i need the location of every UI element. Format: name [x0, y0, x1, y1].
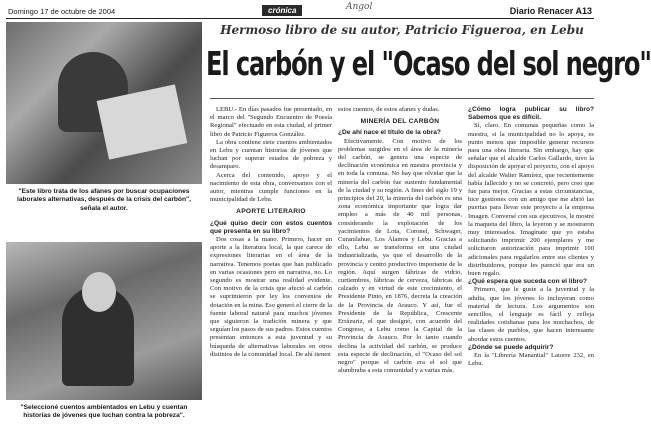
section-label: crónica: [262, 5, 302, 16]
paragraph: En la "Librería Manantial" Latorre 232, en Lebu.: [468, 352, 594, 368]
paragraph: Efectivamente. Con motivo de los problemas surgidos en el área de la minería del carbón, se genera una especie de declinación económica en nuestra provincia y en toda la comuna. No hay que olvidar que la minería del carbón fue sustento fundamental de la ciudad y su región. A fines del siglo 19 y principios del 20, la minería del carbón es una zona económica importante que logra dar empleo a más de 40 mil personas, considerando la explotación de los yacimientos de Lota, Coronel, Schwager, Curanilahue, Los Álamos y Lebu. Gracias a ello, Lebu se transforma en una ciudad industrializada, ya que el desarrollo de la provincia y centro productivo importante de la región. Aquí surgen fábricas de vidrio, curtiembres, fábricas de cerveza, fábricas de calzado y en virtud de este crecimiento, el Presidente Pinto, en 1876, decreta la creación de la Provincia de Arauco. Y así, fue el Presidente de la República, Crescente Errázuriz, el que designó, con acuerdo del Congreso, a Lebu como la Capital de la Provincia de Arauco. Por lo tanto cuando declina la actividad del carbón, se produce esta especie de declinación, el "Ocaso del sol negro" porque el carbón era el sol que alumbraba a esta comunidad y a varias más.: [338, 137, 462, 375]
author-face: [82, 272, 116, 312]
article-headline: El carbón y el "Ocaso del sol negro": [206, 44, 651, 83]
interview-question: ¿Qué quiso decir con estos cuentos que presenta en su libro?: [210, 219, 332, 235]
paragraph: estos cuentos, de estos afanes y dudas.: [338, 106, 440, 113]
paragraph: Acerca del contenido, apoyo y el nacimiento de esta obra, conversamos con el autor, mientras cumple funciones en la municipalidad de Lebu.: [210, 171, 332, 204]
photo-caption-1: "Este libro trata de los afanes por buscar ocupaciones laborales alternativas, después de la crisis del carbón", señala el autor.: [17, 188, 191, 212]
interview-question: ¿Qué espera que suceda con el libro?: [468, 278, 588, 286]
article-column-2: [338, 106, 462, 442]
article-kicker: Hermoso libro de su autor, Patricio Figueroa, en Lebu: [220, 23, 584, 37]
publication-page: Diario Renacer A13: [509, 6, 592, 16]
interview-question: ¿Dónde se puede adquirir?: [468, 343, 554, 351]
headline-divider: [210, 98, 594, 99]
article-column-3: [468, 106, 594, 442]
interview-question: ¿De ahí nace el título de la obra?: [338, 129, 441, 137]
paragraph: Dos cosas a la mano. Primero, hacer un aporte a la literatura local, la que carece de expresiones literarias en el área de la narrativa. Tenemos poetas que han publicado en varias ocasiones pero en narrativa, no. Lo segundo es mostrar una realidad evidente. Con motivo de la crisis que afectó al carbón se suprimieron por ley los convenios de dotación en la mina. Eso generó el cierre de la fuente laboral natural para muchos jóvenes que siguieron la tradición minera y que seguían los pasos de sus padres. Estos cuentos presentan entonces a esta juventud y su búsqueda de alternativas laborales en otros distintos de la comunidad local. De ahí tienen: [210, 236, 332, 358]
paragraph: Sí, claro. En comunas pequeñas como la nuestra, si la municipalidad no lo apoya, es punto menos que imposible generar recursos para una obra literaria. Sin embargo, hay que señalar que el alcalde Carlos Gallardo, tuvo la disposición de apoyar el proyecto, con el apoyo del alcalde Walter Ramírez, que recientemente había fallecido y no se concretó, pero creo que fue para mejor. Gracias a estas circunstancias, hice gestiones con un amigo que me abrió las puertas para llevar este proyecto a la empresa Imagen. Conversé con sus ejecutivos, le mostré la maqueta del libro, la leyeron y se mostraron muy interesados. Imagínate que yo estaba solicitando imprimir 200 ejemplares y me solicitaron autorización para imprimir 100 adicionales para regalarlos entre sus clientes y distribuidores, porque les pareció que era un buen regalo.: [468, 122, 594, 278]
handwritten-note: Angol: [346, 2, 373, 12]
section-subhead: APORTE LITERARIO: [236, 208, 306, 216]
section-subhead: MINERÍA DEL CARBÓN: [360, 118, 440, 126]
paragraph: Primero, que le guste a la juventud y la adulta, que los jóvenes lo incluyeran como material de lectura. Los argumentos son sencillos, el lenguaje es fácil y refleja realidades cotidianas para los muchachos, de las clases de pueblos, que hacen interesante abordar estos cuentos.: [468, 286, 594, 343]
interview-question: ¿Cómo logra publicar su libro? Sabemos que es difícil.: [468, 106, 594, 122]
paragraph: LEBU.- En días pasados fue presentado, en el marco del "Segundo Encuentro de Poesía Regional" efectuado en esta ciudad, el primer libro de Patricio Figueroa González.: [210, 106, 332, 138]
issue-date: Domingo 17 de octubre de 2004: [8, 7, 116, 16]
photo-caption-2: "Seleccioné cuentos ambientados en Lebu y cuentan historias de jóvenes que luchan contra la pobreza".: [20, 404, 188, 420]
author-photo: [6, 22, 202, 184]
author-portrait-photo: [6, 242, 202, 400]
paragraph: La obra contiene siete cuentos ambientados en Lebu y cuentan historias de jóvenes que luchan por superar estados de pobreza y desamparo.: [210, 138, 332, 171]
page-header: [6, 4, 594, 19]
article-column-1: [210, 106, 332, 442]
